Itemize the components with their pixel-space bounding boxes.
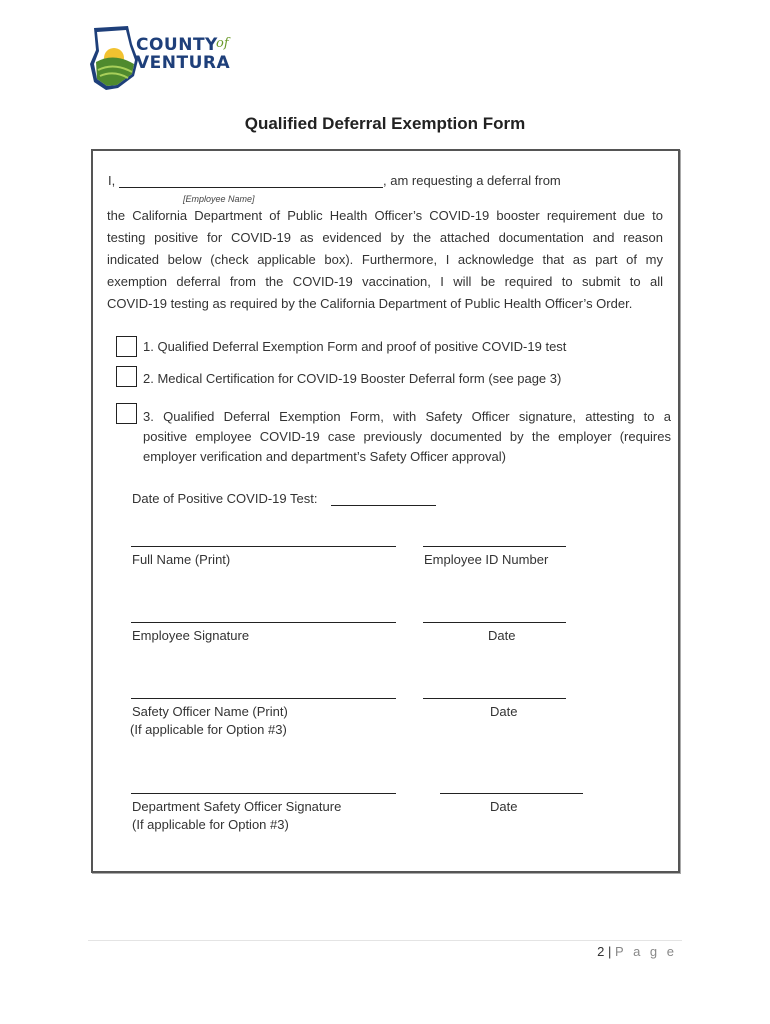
employee-name-field[interactable] [119,173,383,188]
option-3-line: employer verification and department’s Safety Officer approval) [143,449,506,464]
logo-line-county: COUNTY [136,35,218,55]
option-3-line: 3. Qualified Deferral Exemption Form, with Safety Officer signature, attesting to a [143,409,671,424]
dept-signature-note: (If applicable for Option #3) [132,817,289,832]
county-of-ventura-logo [88,24,238,94]
safety-officer-name-line[interactable] [131,685,396,699]
option-3-checkbox[interactable] [116,403,137,424]
dept-signature-line[interactable] [131,780,396,794]
date-1-line[interactable] [423,609,566,623]
employee-signature-label: Employee Signature [132,628,250,643]
safety-officer-note: (If applicable for Option #3) [130,722,287,737]
dept-signature-label: Department Safety Officer Signature [132,799,342,814]
statement-paragraph [107,205,663,315]
employee-name-caption: [Employee Name] [183,194,255,204]
safety-officer-name-label: Safety Officer Name (Print) [132,704,288,719]
full-name-label: Full Name (Print) [132,552,231,567]
logo-of: of [216,36,229,51]
form-title: Qualified Deferral Exemption Form [244,114,526,133]
employee-id-label: Employee ID Number [424,552,549,567]
date-1-label: Date [488,628,516,643]
date-2-line[interactable] [423,685,566,699]
intro-suffix: , am requesting a deferral from [383,173,561,188]
full-name-line[interactable] [131,533,396,547]
date-3-label: Date [490,799,518,814]
paragraph-line: the California Department of Public Health Officer’s COVID-19 booster requirement due to [107,208,663,223]
paragraph-line: exemption deferral from the COVID-19 vaccination, I will be required to submit to all [107,274,663,289]
option-1-label: 1. Qualified Deferral Exemption Form and proof of positive COVID-19 test [143,339,567,354]
intro-prefix: I, [108,173,116,188]
logo-line-ventura: VENTURA [136,53,231,73]
option-2-label: 2. Medical Certification for COVID-19 Booster Deferral form (see page 3) [143,371,562,386]
county-map-icon [88,24,140,92]
date-2-label: Date [490,704,518,719]
option-3-line: positive employee COVID-19 case previously documented by the employer (requires [143,429,671,444]
page-separator: | [608,944,612,959]
option-3-label [143,407,671,467]
paragraph-line: indicated below (check applicable box). Furthermore, I acknowledge that as part of my [107,252,663,267]
page-label: P a g e [615,944,677,959]
page-number: 2 [597,944,605,959]
paragraph-line: testing positive for COVID-19 as evidenced by the attached documentation and reason [107,230,663,245]
page-footer [597,944,677,959]
option-1-checkbox[interactable] [116,336,137,357]
paragraph-line: COVID-19 testing as required by the California Department of Public Health Officer’s Order. [107,296,633,311]
footer-divider [88,940,682,941]
date-3-line[interactable] [440,780,583,794]
employee-signature-line[interactable] [131,609,396,623]
date-positive-field[interactable] [331,491,436,506]
employee-id-line[interactable] [423,533,566,547]
option-2-checkbox[interactable] [116,366,137,387]
date-positive-label: Date of Positive COVID-19 Test: [132,491,318,506]
